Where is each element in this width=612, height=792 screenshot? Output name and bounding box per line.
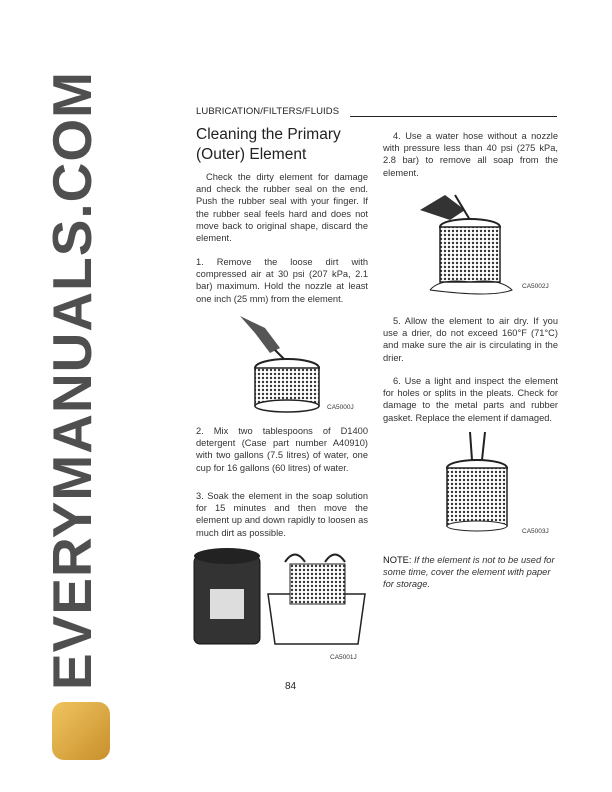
step-6: 6. Use a light and inspect the element for holes or splits in the pleats. Check for damage to the metal parts and rubber gasket. Replace the element if damaged. [383,376,558,423]
step-3: 3. Soak the element in the soap solution for 15 minutes and then move the element up and down rapidly to loosen as much dirt as possible. [196,491,368,538]
page-title: Cleaning the Primary (Outer) Element [196,126,341,163]
figure-caption: CA5000J [327,404,354,411]
figure-caption: CA5001J [330,654,357,661]
step-5: 5. Allow the element to air dry. If you use a drier, do not exceed 160°F (71°C) and make sure the air is circulating in the drier. [383,316,558,363]
intro-paragraph: Check the dirty element for damage and check the rubber seal on the end. Push the rubber seal with your finger. If the rubber seal feels hard and does not move back to original shape, discard the element. [196,172,368,244]
note-label: NOTE: [383,555,412,565]
figure-soaking-element [190,544,370,650]
figure-caption: CA5002J [522,283,549,290]
step-1: 1. Remove the loose dirt with compressed air at 30 psi (207 kPa, 2.1 bar) maximum. Hold the nozzle at least one inch (25 mm) from the element. [196,257,368,304]
watermark-text: EVERYMANUALS.COM [41,71,103,690]
figure-caption: CA5003J [522,528,549,535]
storage-note [383,554,558,591]
page-number: 84 [285,681,297,692]
note-text: If the element is not to be used for some time, cover the element with paper for storage. [383,555,555,590]
figure-compressed-air-cleaning [225,308,370,418]
section-header: LUBRICATION/FILTERS/FLUIDS [196,106,340,117]
step-4: 4. Use a water hose without a nozzle with pressure less than 40 psi (275 kPa, 2.8 bar) to remove all soap from the element. [383,131,558,178]
watermark-logo [52,702,110,760]
header-rule [350,116,557,117]
figure-rinsing-element [415,185,520,303]
figure-inspecting-element [430,430,520,535]
step-2: 2. Mix two tablespoons of D1400 detergent (Case part number A40910) with two gallons (7.5 litres) of water, one cup for 16 gallons (60 litres) of water. [196,426,368,473]
